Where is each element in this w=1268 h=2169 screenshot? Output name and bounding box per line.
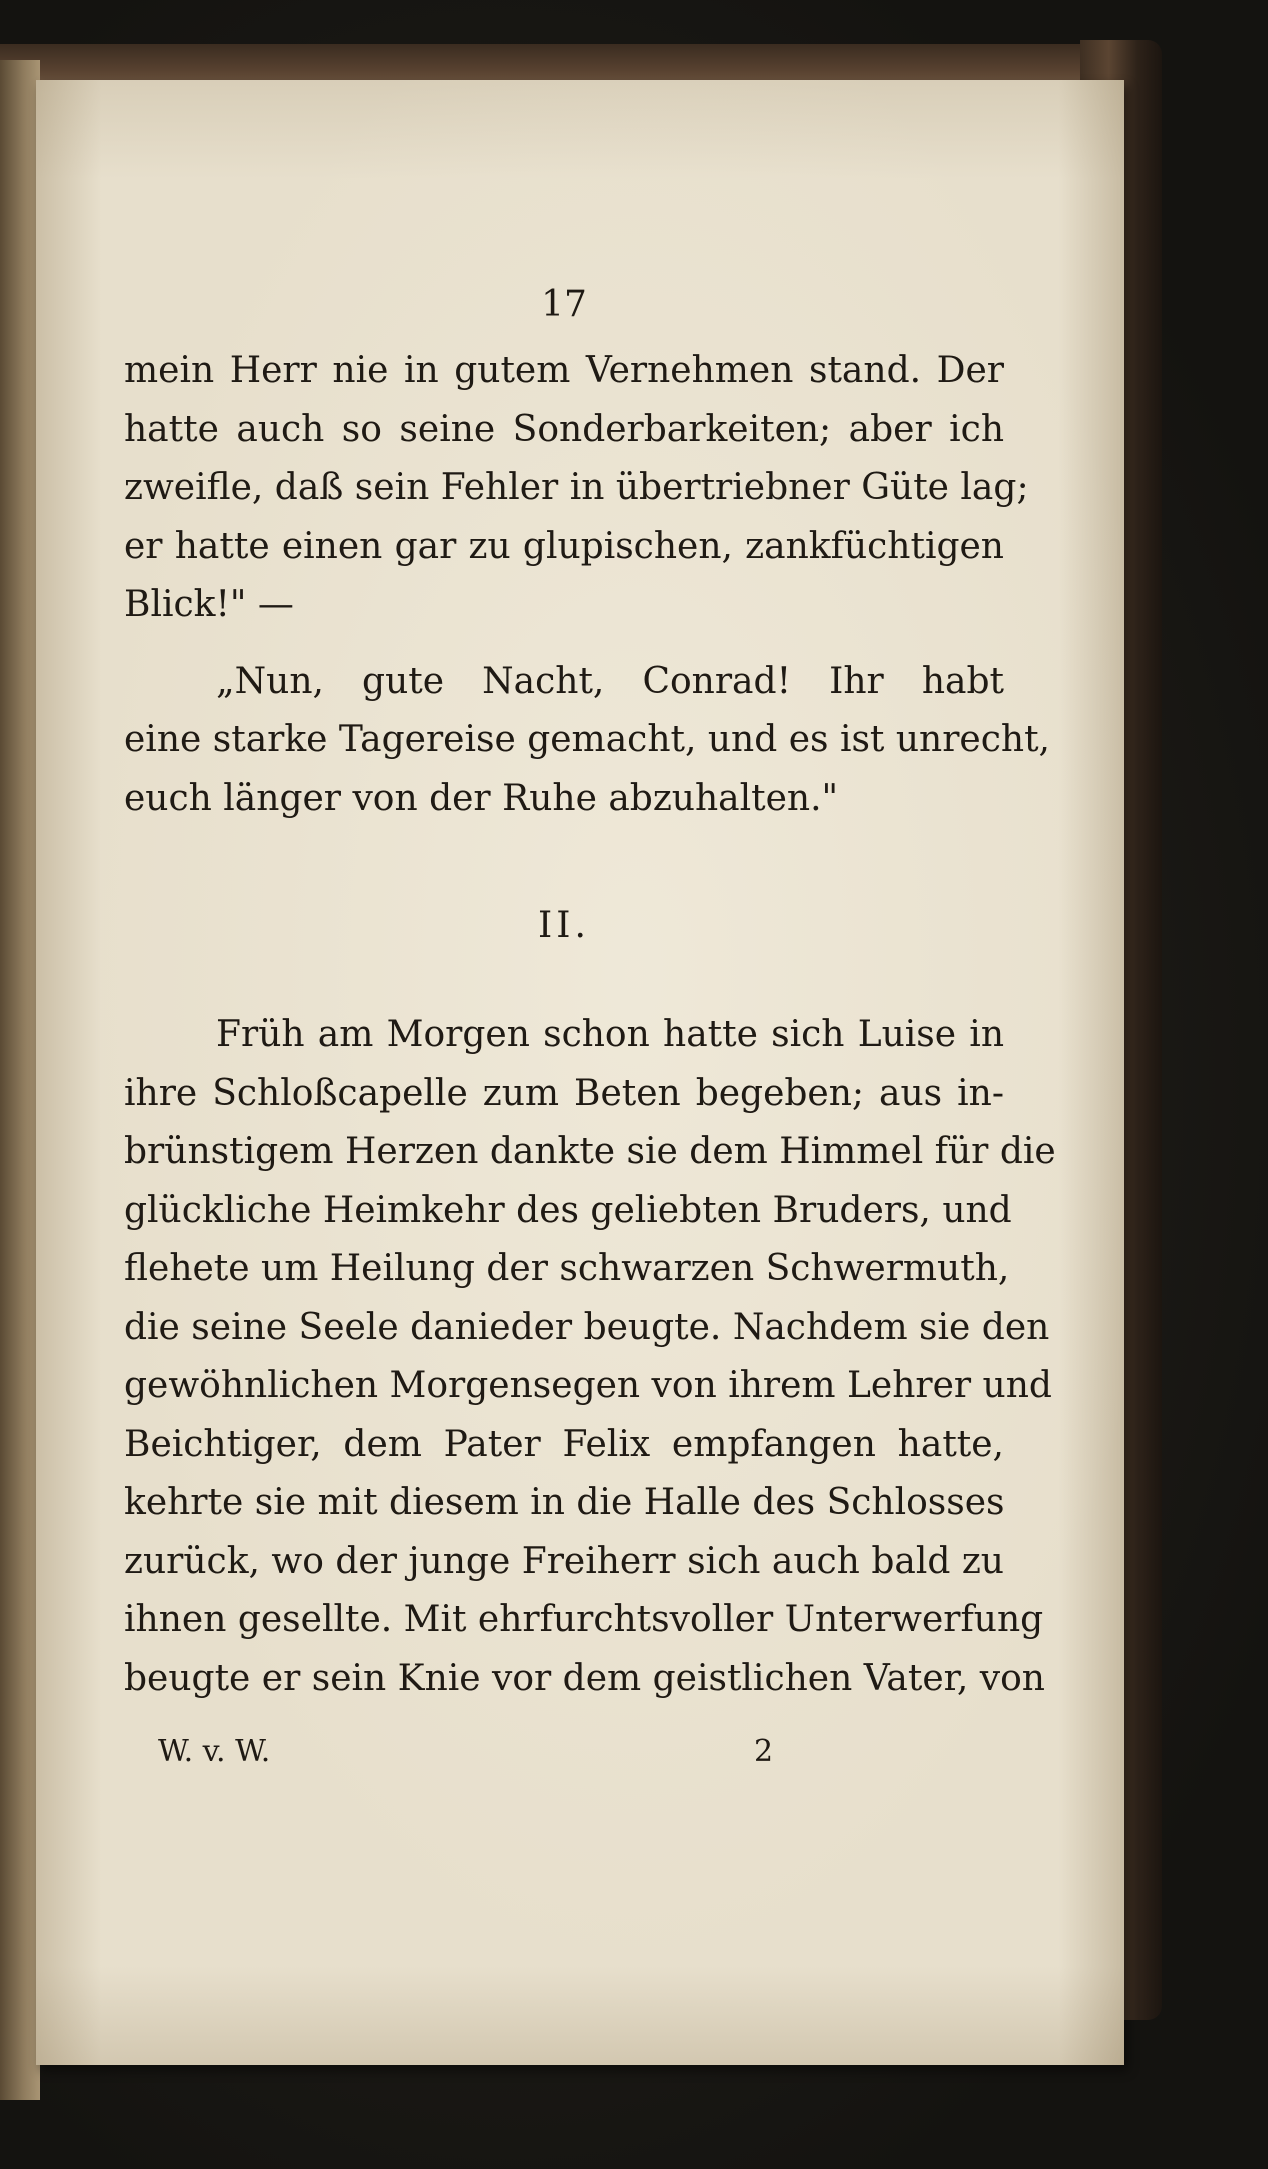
text-line: hatte auch so seine Sonderbarkeiten; aber ich	[124, 408, 1004, 450]
text-line: euch länger von der Ruhe abzuhalten."	[124, 777, 839, 819]
text-line: eine starke Tagereise gemacht, und es ist unrecht,	[124, 719, 1050, 760]
book-spine-edge	[0, 60, 40, 2100]
text-line: gewöhnlichen Morgensegen von ihrem Lehrer und	[124, 1365, 1052, 1406]
text-line: kehrte sie mit diesem in die Halle des Schlosses	[124, 1482, 1005, 1523]
text-line: zweifle, daß sein Fehler in übertriebner Güte lag;	[124, 467, 1029, 508]
text-line: „Nun, gute Nacht, Conrad! Ihr habt	[216, 660, 1004, 702]
text-line: glückliche Heimkehr des geliebten Bruders, und	[124, 1189, 1012, 1231]
text-line: Beichtiger, dem Pater Felix empfangen hatte,	[124, 1423, 1004, 1465]
text-line: ihre Schloßcapelle zum Beten begeben; aus in-	[124, 1072, 1004, 1114]
text-line: Blick!" —	[124, 584, 294, 625]
book-page	[36, 80, 1124, 2065]
text-line: die seine Seele danieder beugte. Nachdem sie den	[124, 1306, 1050, 1348]
text-line: flehete um Heilung der schwarzen Schwermuth,	[124, 1248, 1010, 1289]
text-line: zurück, wo der junge Freiherr sich auch bald zu	[124, 1540, 1004, 1582]
text-line: beugte er sein Knie vor dem geistlichen Vater, von	[124, 1657, 1045, 1699]
page-text	[124, 270, 1056, 1784]
paragraph-dialogue	[124, 653, 1050, 829]
footer-signature: W. v. W.	[158, 1734, 271, 1769]
page-footer	[124, 1734, 1004, 1784]
sheet-signature: 2	[754, 1734, 774, 1769]
text-line: brünstigem Herzen dankte sie dem Himmel für die	[124, 1131, 1056, 1172]
paragraph-gap	[124, 635, 1004, 653]
paragraph-letter-end	[124, 342, 1029, 635]
page-number: 17	[541, 284, 587, 325]
text-line: er hatte einen gar zu glupischen, zankfüchtigen	[124, 525, 1004, 567]
paragraph-section-two	[124, 1006, 1056, 1708]
text-line: ihnen gesellte. Mit ehrfurchtsvoller Unterwerfung	[124, 1599, 1044, 1640]
section-heading: II.	[538, 905, 590, 946]
text-line: mein Herr nie in gutem Vernehmen stand. Der	[124, 350, 1004, 391]
book-cover-top	[0, 44, 1150, 84]
text-line: Früh am Morgen schon hatte sich Luise in	[216, 1014, 1004, 1055]
